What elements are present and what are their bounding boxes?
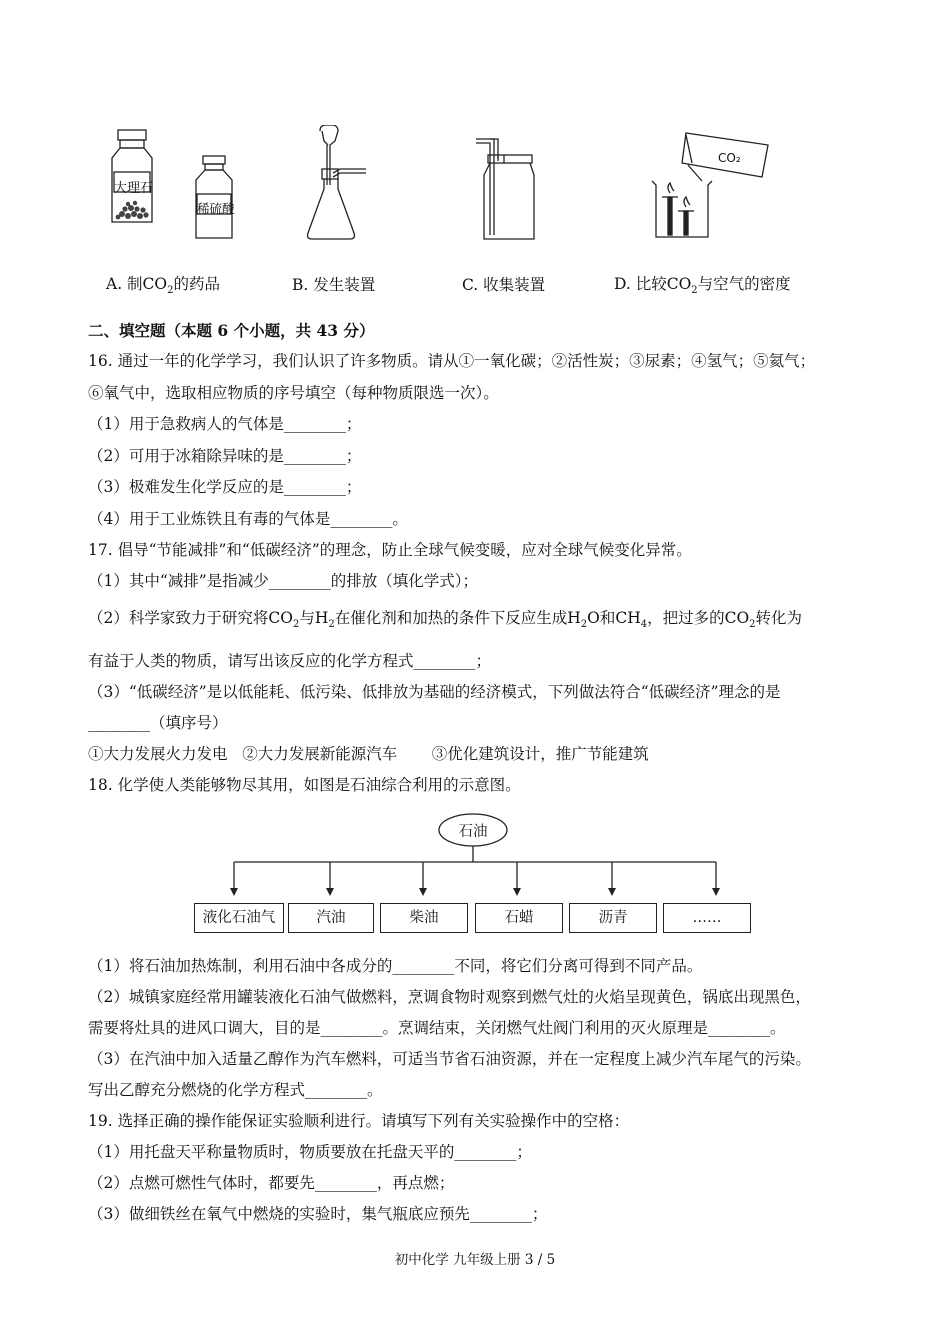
q16-line1: 16. 通过一年的化学学习，我们认识了许多物质。请从①一氧化碳；②活性炭；③尿素；④氢气；⑤氦气； (88, 352, 816, 370)
caption-d: D. 比较$CO_2$与空气的密度 (614, 275, 791, 297)
q18-sub3-line1: （3）在汽油中加入适量乙醇作为汽车燃料，可适当节省石油资源，并在一定程度上减少汽车尾气的污染。 (88, 1050, 811, 1068)
figure-b-generator-apparatus (300, 125, 370, 247)
q17-sub2: （2）科学家致力于研究将$CO_2$与$H_2$在催化剂和加热的条件下反应生成$H_2O$和$CH_4$，把过多的$CO_2$转化为 (88, 609, 803, 631)
diagram-root-petroleum: 石油 (458, 824, 488, 840)
diagram-product-asphalt: 沥青 (569, 903, 657, 933)
figure-d-density-comparison (648, 125, 778, 247)
q16-sub3: （3）极难发生化学反应的是________； (88, 478, 362, 496)
q16-sub4: （4）用于工业炼铁且有毒的气体是________。 (88, 510, 408, 528)
q18-sub2-line1: （2）城镇家庭经常用罐装液化石油气做燃料，烹调食物时观察到燃气灶的火焰呈现黄色，锅底出现黑色， (88, 988, 811, 1006)
q17-sub1: （1）其中“减排”是指减少________的排放（填化学式）； (88, 572, 478, 590)
label-marble: 大理石 (114, 181, 154, 196)
q17-options: ①大力发展火力发电 ②大力发展新能源汽车 ③优化建筑设计，推广节能建筑 (88, 745, 649, 763)
label-co2-bottle: CO₂ (718, 151, 741, 165)
q18-line1: 18. 化学使人类能够物尽其用，如图是石油综合利用的示意图。 (88, 776, 521, 794)
diagram-product-more: …… (663, 903, 751, 933)
q19-line1: 19. 选择正确的操作能保证实验顺利进行。请填写下列有关实验操作中的空格： (88, 1112, 630, 1130)
section-title: 二、填空题（本题 6 个小题，共 43 分） (88, 321, 375, 340)
diagram-product-lpg: 液化石油气 (194, 903, 284, 933)
figure-c-collection-apparatus (474, 135, 544, 245)
q16-sub1: （1）用于急救病人的气体是________； (88, 415, 362, 433)
q16-line2: ⑥氧气中，选取相应物质的序号填空（每种物质限选一次）。 (88, 384, 499, 402)
diagram-product-gasoline: 汽油 (288, 903, 374, 933)
caption-b: B. 发生装置 (292, 276, 376, 294)
caption-a: A. 制$CO_2$的药品 (106, 275, 221, 297)
label-dilute-sulfuric-acid: 稀硫酸 (197, 201, 235, 216)
q16-sub2: （2）可用于冰箱除异味的是________； (88, 447, 362, 465)
diagram-product-paraffin: 石蜡 (475, 903, 563, 933)
q18-sub1: （1）将石油加热炼制，利用石油中各成分的________不同，将它们分离可得到不同产品。 (88, 957, 703, 975)
page-footer: 初中化学 九年级上册 3 / 5 (394, 1252, 556, 1268)
q18-sub3-line2: 写出乙醇充分燃烧的化学方程式________。 (88, 1081, 383, 1099)
q18-sub2-line2: 需要将灶具的进风口调大，目的是________。烹调结束，关闭燃气灶阀门利用的灭火原理是________。 (88, 1019, 786, 1037)
q17-line1: 17. 倡导“节能减排”和“低碳经济”的理念，防止全球气候变暖，应对全球气候变化异常。 (88, 541, 692, 559)
diagram-product-diesel: 柴油 (380, 903, 468, 933)
q17-sub3: （3）“低碳经济”是以低能耗、低污染、低排放为基础的经济模式，下列做法符合“低碳经济”理念的是 (88, 683, 781, 701)
q17-sub2-cont: 有益于人类的物质，请写出该反应的化学方程式________； (88, 652, 492, 670)
q19-sub3: （3）做细铁丝在氧气中燃烧的实验时，集气瓶底应预先________； (88, 1205, 548, 1223)
q17-sub3-cont: ________（填序号） (88, 714, 228, 732)
q19-sub1: （1）用托盘天平称量物质时，物质要放在托盘天平的________； (88, 1143, 532, 1161)
caption-c: C. 收集装置 (462, 276, 546, 294)
q19-sub2: （2）点燃可燃性气体时，都要先________，再点燃； (88, 1174, 455, 1192)
